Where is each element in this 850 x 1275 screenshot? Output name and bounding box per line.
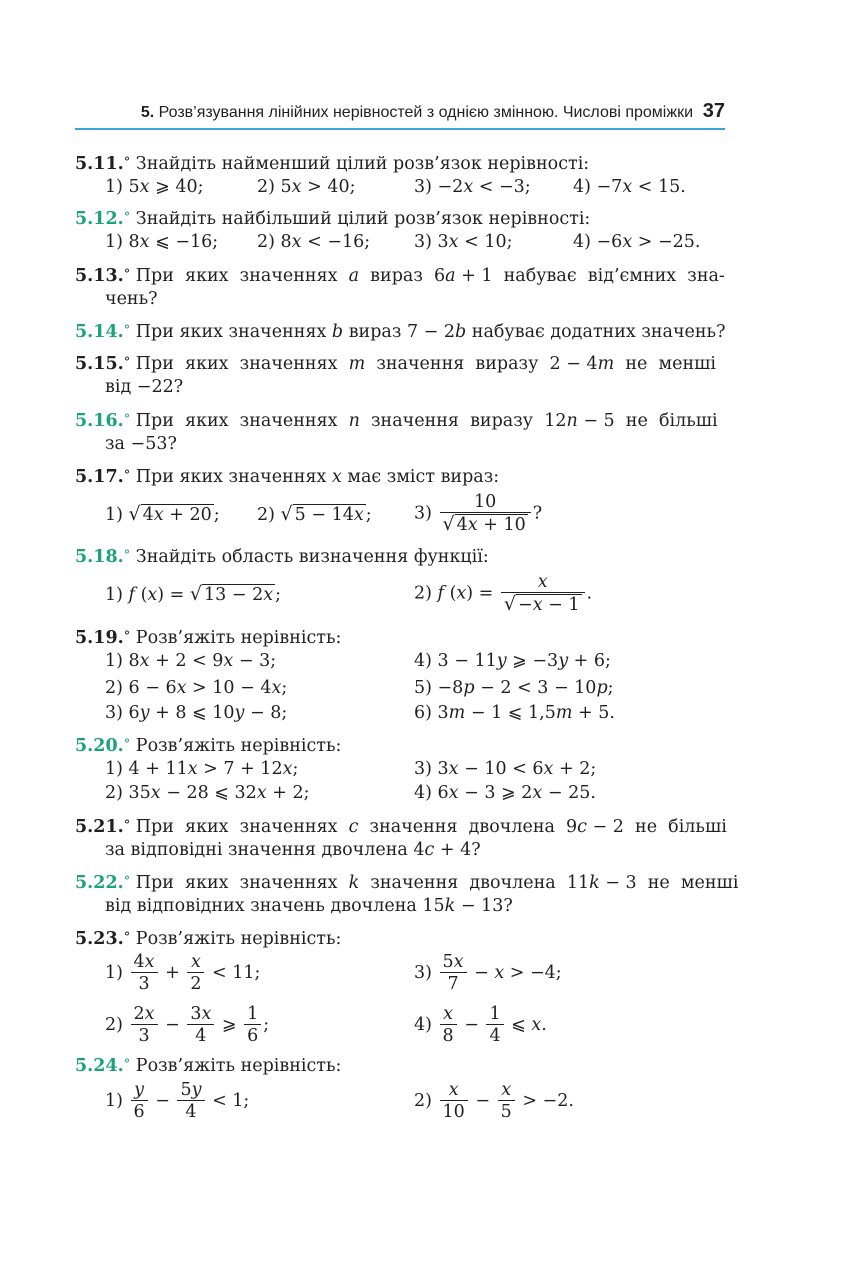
section-number: 5. (140, 104, 155, 121)
running-title (141, 104, 693, 122)
problem-text-line: від відповідних значень двочлена 15k − 13? (105, 896, 513, 916)
problem-5-19: 5.19.° Розв’яжіть нерівність: (75, 628, 342, 648)
problem-text: Розв’яжіть нерівність: (135, 929, 342, 949)
item: 4) −7x < 15. (573, 177, 686, 197)
problem-5-23: 5.23.° Розв’яжіть нерівність: (75, 929, 342, 949)
item: 2) 8x < −16; (257, 232, 371, 252)
item: 2) $\frac{x}{10}$ − $\frac{x}{5}$ > −2. (414, 1080, 574, 1122)
problem-number: 5.12. (75, 209, 124, 229)
item: 1) 8x + 2 < 9x − 3; (105, 651, 277, 671)
problem-5-15: 5.15.° При яких значеннях m значення виразу 2 − 4m не менші (75, 354, 716, 374)
item: 3) $\frac{10}{√ 4x + 10}$ ? (414, 492, 543, 535)
item: 2) 35x − 28 ⩽ 32x + 2; (105, 783, 310, 803)
problem-text: Розв’яжіть нерівність: (135, 1056, 342, 1076)
item: 5) −8p − 2 < 3 − 10p; (414, 678, 614, 698)
problem-number: 5.22. (75, 873, 124, 893)
problem-5-20: 5.20.° Розв’яжіть нерівність: (75, 736, 342, 756)
problem-text: Розв’яжіть нерівність: (135, 628, 342, 648)
item: 3) 3x − 10 < 6x + 2; (414, 759, 597, 779)
problem-text-line: за −53? (105, 434, 177, 454)
item: 2) √ 5 − 14x ; (257, 503, 372, 525)
problem-5-13: 5.13.° При яких значеннях a вираз 6a + 1 набуває від’ємних зна- (75, 266, 725, 286)
problem-5-12: 5.12.° Знайдіть найбільший цілий розв’язок нерівності: (75, 209, 591, 229)
problem-5-24: 5.24.° Розв’яжіть нерівність: (75, 1056, 342, 1076)
item: 1) $\frac{4x}{3}$ + $\frac{x}{2}$ < 11; (105, 952, 261, 994)
problem-number: 5.14. (75, 322, 124, 342)
item: 3) 6y + 8 ⩽ 10y − 8; (105, 703, 288, 723)
item: 3) $\frac{5x}{7}$ − x > −4; (414, 952, 562, 994)
problem-number: 5.21. (75, 817, 124, 837)
problem-number: 5.23. (75, 929, 124, 949)
problem-text: Розв’яжіть нерівність: (135, 736, 342, 756)
problem-number: 5.16. (75, 411, 124, 431)
problem-5-18: 5.18.° Знайдіть область визначення функції: (75, 547, 489, 567)
problem-text-line: від −22? (105, 377, 184, 397)
page-header (75, 98, 725, 130)
problem-number: 5.24. (75, 1056, 124, 1076)
problem-number: 5.19. (75, 628, 124, 648)
problem-5-16: 5.16.° При яких значеннях n значення виразу 12n − 5 не більші (75, 411, 718, 431)
problem-number: 5.11. (75, 154, 124, 174)
item: 3) −2x < −3; (414, 177, 531, 197)
problem-text: Знайдіть найбільший цілий розв’язок нерівності: (135, 209, 591, 229)
item: 4) $\frac{x}{8}$ − $\frac{1}{4}$ ⩽ x. (414, 1004, 547, 1046)
problem-number: 5.18. (75, 547, 124, 567)
problem-5-22: 5.22.° При яких значеннях k значення двочлена 11k − 3 не менші (75, 873, 739, 893)
item: 3) 3x < 10; (414, 232, 513, 252)
section-title: Розв’язування лінійних нерівностей з однією змінною. Числові проміжки (158, 104, 693, 121)
problem-5-21: 5.21.° При яких значеннях c значення двочлена 9c − 2 не більші (75, 817, 727, 837)
problem-number: 5.20. (75, 736, 124, 756)
item: 4) −6x > −25. (573, 232, 701, 252)
item: 2) 6 − 6x > 10 − 4x; (105, 678, 288, 698)
item: 1) 5x ⩾ 40; (105, 177, 204, 197)
problem-text-line: чень? (105, 289, 158, 309)
problem-text: Знайдіть область визначення функції: (135, 547, 489, 567)
problem-text-line: за відповідні значення двочлена 4c + 4? (105, 840, 481, 860)
item: 1) f (x) = √ 13 − 2x ; (105, 583, 281, 605)
item: 1) 8x ⩽ −16; (105, 232, 219, 252)
item: 6) 3m − 1 ⩽ 1,5m + 5. (414, 703, 615, 723)
item: 1) √ 4x + 20 ; (105, 503, 220, 525)
item: 1) 4 + 11x > 7 + 12x; (105, 759, 299, 779)
problem-number: 5.15. (75, 354, 124, 374)
item: 4) 6x − 3 ⩾ 2x − 25. (414, 783, 596, 803)
problem-number: 5.13. (75, 266, 124, 286)
item: 4) 3 − 11y ⩾ −3y + 6; (414, 651, 611, 671)
problem-text: Знайдіть найменший цілий розв’язок нерівності: (135, 154, 590, 174)
problem-5-14: 5.14.° При яких значеннях b вираз 7 − 2b набуває додатних значень? (75, 322, 726, 342)
problem-number: 5.17. (75, 467, 124, 487)
item: 2) $\frac{2x}{3}$ − $\frac{3x}{4}$ ⩾ $\frac{1}{6}$ ; (105, 1004, 270, 1046)
problem-5-11: 5.11.° Знайдіть найменший цілий розв’язок нерівності: (75, 154, 590, 174)
item: 2) 5x > 40; (257, 177, 356, 197)
page-number: 37 (702, 100, 725, 122)
item: 1) $\frac{y}{6}$ − $\frac{5y}{4}$ < 1; (105, 1080, 250, 1122)
problem-5-17: 5.17.° При яких значеннях x має зміст вираз: (75, 467, 500, 487)
item: 2) f (x) = $\frac{x}{√ -x - 1}$ . (414, 572, 593, 615)
